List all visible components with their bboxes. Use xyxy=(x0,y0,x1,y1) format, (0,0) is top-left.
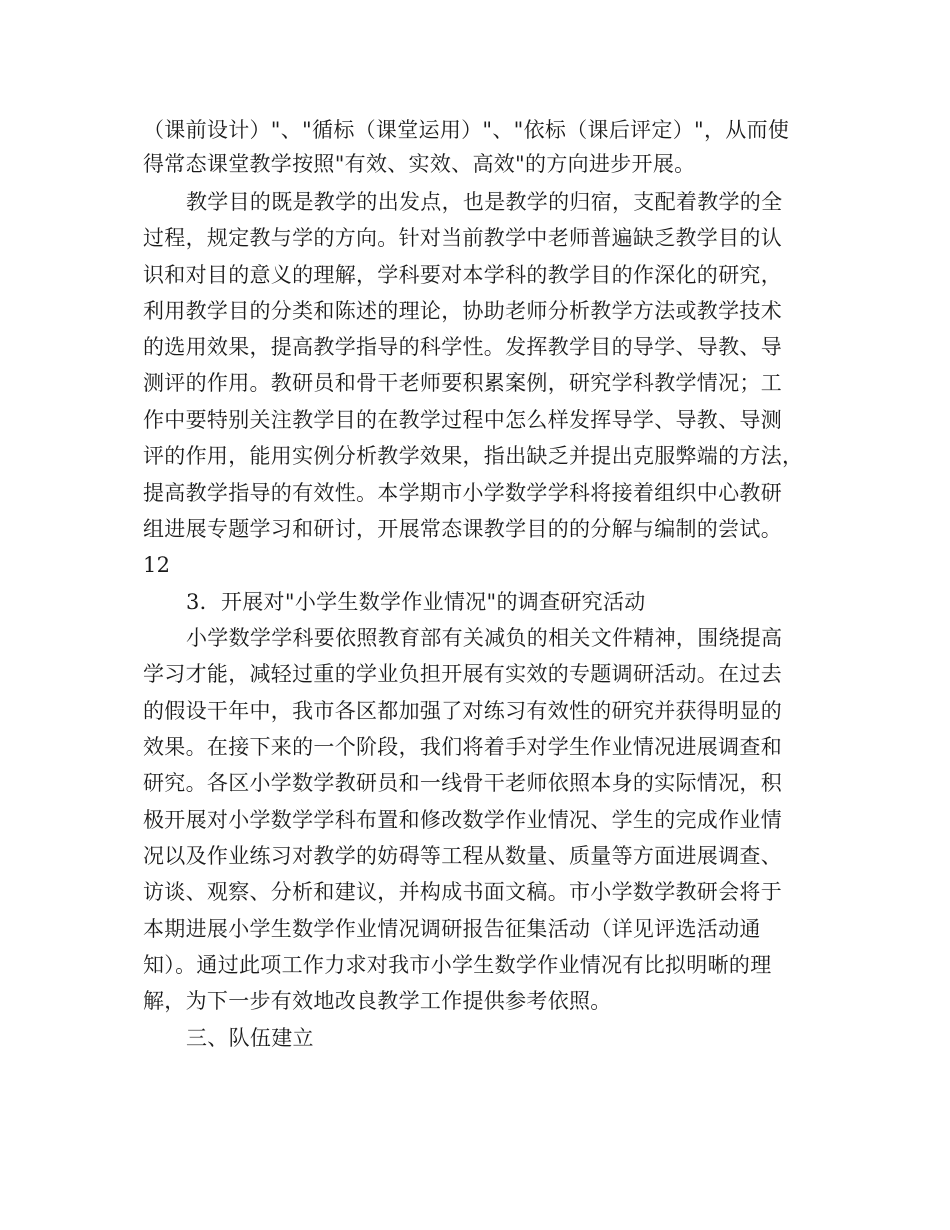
paragraph-line: 过程，规定教与学的方向。针对当前教学中老师普遍缺乏教学目的认 xyxy=(143,226,782,250)
paragraph-line: 小学数学学科要依照教育部有关减负的相关文件精神，围绕提高 xyxy=(186,626,783,650)
paragraph-line: 利用教学目的分类和陈述的理论，协助老师分析教学方法或教学技术 xyxy=(143,299,782,323)
paragraph-line: 得常态课堂教学按照"有效、实效、高效"的方向进步开展。 xyxy=(143,152,696,176)
paragraph-line: 教学目的既是教学的出发点，也是教学的归宿，支配着教学的全 xyxy=(186,190,783,214)
paragraph-line: 作中要特别关注教学目的在教学过程中怎么样发挥导学、导教、导测 xyxy=(143,408,782,432)
paragraph-line: 评的作用，能用实例分析教学效果，指出缺乏并提出克服弊端的方法， xyxy=(143,444,804,468)
paragraph-line: 的假设干年中，我市各区都加强了对练习有效性的研究并获得明显的 xyxy=(143,699,782,723)
paragraph-line: 况以及作业练习对教学的妨碍等工程从数量、质量等方面进展调查、 xyxy=(143,844,782,868)
paragraph-line: 访谈、观察、分析和建议，并构成书面文稿。市小学数学教研会将于 xyxy=(143,880,782,904)
paragraph-line: 的选用效果，提高教学指导的科学性。发挥教学目的导学、导教、导 xyxy=(143,335,782,359)
page-number: 12 xyxy=(143,553,171,577)
paragraph-line: 识和对目的意义的理解，学科要对本学科的教学目的作深化的研究， xyxy=(143,263,782,287)
paragraph-line: 测评的作用。教研员和骨干老师要积累案例，研究学科教学情况；工 xyxy=(143,371,782,395)
paragraph-line: 本期进展小学生数学作业情况调研报告征集活动（详见评选活动通 xyxy=(143,917,761,941)
paragraph-line: 组进展专题学习和研讨，开展常态课教学目的的分解与编制的尝试。 xyxy=(143,517,782,541)
paragraph-line: 学习才能，减轻过重的学业负担开展有实效的专题调研活动。在过去 xyxy=(143,662,782,686)
paragraph-line: 研究。各区小学数学教研员和一线骨干老师依照本身的实际情况，积 xyxy=(143,771,782,795)
section-heading: 3．开展对"小学生数学作业情况"的调查研究活动 xyxy=(186,590,646,614)
section-heading: 三、队伍建立 xyxy=(186,1026,314,1050)
paragraph-line: 极开展对小学数学学科布置和修改数学作业情况、学生的完成作业情 xyxy=(143,808,782,832)
paragraph-line: （课前设计）"、"循标（课堂运用）"、"依标（课后评定）"，从而使 xyxy=(143,118,790,142)
paragraph-line: 知）。通过此项工作力求对我市小学生数学作业情况有比拟明晰的理 xyxy=(143,953,772,977)
paragraph-line: 解，为下一步有效地改良教学工作提供参考依照。 xyxy=(143,989,612,1013)
paragraph-line: 效果。在接下来的一个阶段，我们将着手对学生作业情况进展调查和 xyxy=(143,735,782,759)
paragraph-line: 提高教学指导的有效性。本学期市小学数学学科将接着组织中心教研 xyxy=(143,481,782,505)
